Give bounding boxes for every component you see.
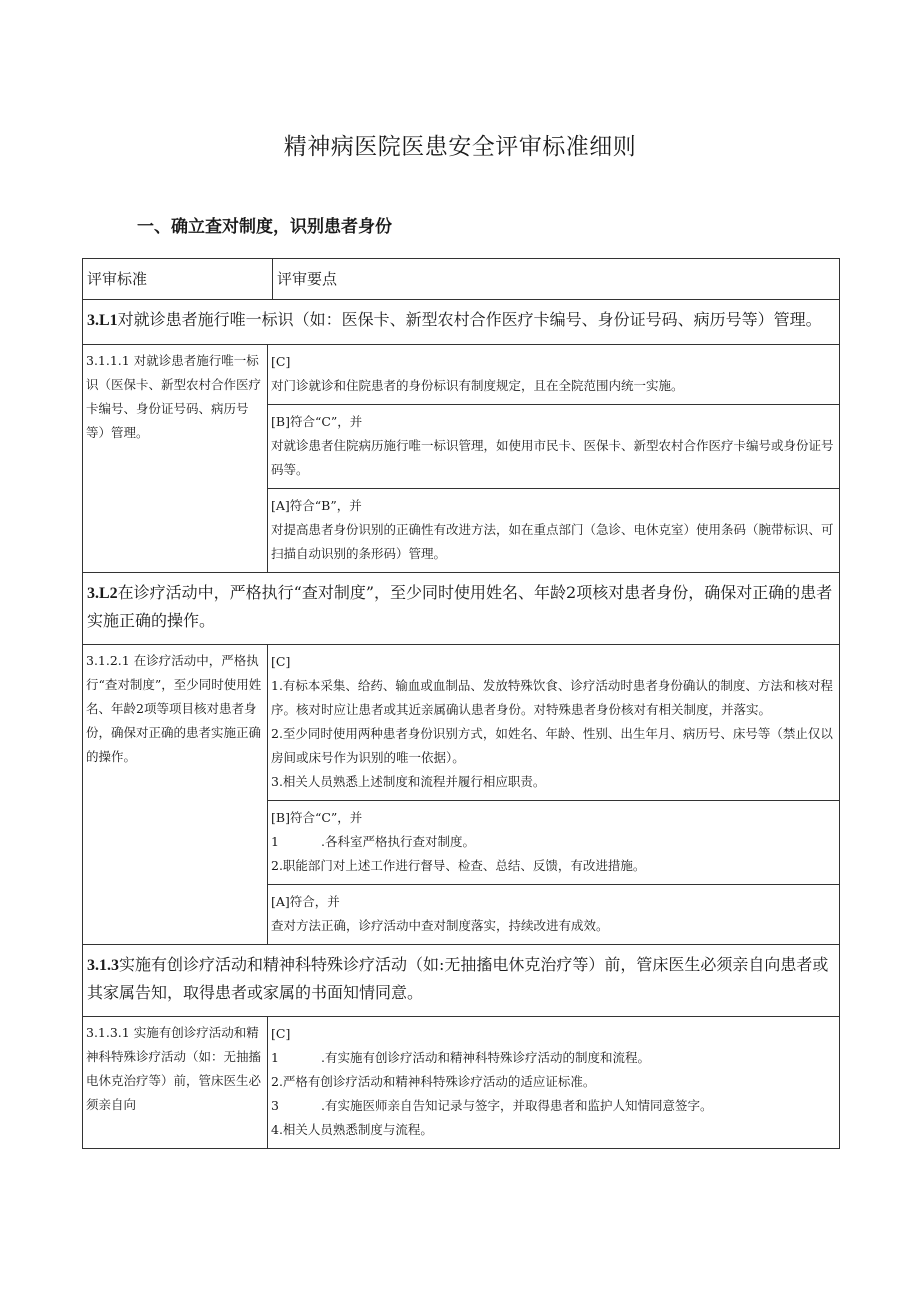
point-a: [A]符合，并 查对方法正确，诊疗活动中查对制度落实，持续改进有成效。 xyxy=(271,894,609,933)
detail-left: 3.1.2.1 在诊疗活动中，严格执行“查对制度”，至少同时使用姓名、年龄2项等项目核对患者身份，确保对正确的患者实施正确的操作。 xyxy=(83,645,268,944)
header-points: 评审要点 xyxy=(277,270,338,288)
point-c: [C] 对门诊就诊和住院患者的身份标识有制度规定，且在全院范围内统一实施。 xyxy=(268,345,839,405)
point-c: [C] 1.有标本采集、给药、输血或血制品、发放特殊饮食、诊疗活动时患者身份确认的制度、方法和核对程序。核对时应让患者或其近亲属确认患者身份。对特殊患者身份核对有相关制度，并落实。 2.至少同时使用两种患者身份识别方式，如姓名、年龄、性别、出生年月、病历号、床号等（禁止仅以房间或床号作为识别的唯一依据）。 3.相关人员熟悉上述制度和流程并履行相应职责。 xyxy=(268,645,839,801)
standard-row xyxy=(83,573,839,645)
detail-right xyxy=(268,345,839,572)
section-heading: 一、确立查对制度，识别患者身份 xyxy=(137,217,392,237)
point-b: [B]符合“C”，并 1 .各科室严格执行查对制度。 2.职能部门对上述工作进行督导、检查、总结、反馈，有改进措施。 xyxy=(268,801,839,885)
detail-right xyxy=(268,1017,839,1148)
standard-detail xyxy=(83,1017,839,1149)
page-title: 精神病医院医患安全评审标准细则 xyxy=(283,134,637,160)
point-a: [A]符合“B”，并 对提高患者身份识别的正确性有改进方法，如在重点部门（急诊、电休克室）使用条码（腕带标识、可扫描自动识别的条形码）管理。 xyxy=(271,498,834,561)
detail-left: 3.1.3.1 实施有创诊疗活动和精神科特殊诊疗活动（如：无抽搐电休克治疗等）前，管床医生必须亲自向 xyxy=(83,1017,268,1148)
point-b: [B]符合“C”，并 对就诊患者住院病历施行唯一标识管理，如使用市民卡、医保卡、新型农村合作医疗卡编号或身份证号码等。 xyxy=(268,405,839,489)
standard-row xyxy=(83,300,839,345)
header-standard: 评审标准 xyxy=(83,259,273,299)
detail-left: 3.1.1.1 对就诊患者施行唯一标识（医保卡、新型农村合作医疗卡编号、身份证号码、病历号等）管理。 xyxy=(83,345,268,572)
standard-text: 3.L2在诊疗活动中，严格执行“查对制度”，至少同时使用姓名、年龄2项核对患者身份，确保对正确的患者实施正确的操作。 xyxy=(87,583,833,630)
standard-detail xyxy=(83,645,839,945)
standard-row xyxy=(83,945,839,1017)
standard-text: 3.L1对就诊患者施行唯一标识（如：医保卡、新型农村合作医疗卡编号、身份证号码、病历号等）管理。 xyxy=(87,310,822,329)
standard-detail xyxy=(83,345,839,573)
standards-table xyxy=(82,258,840,1149)
detail-right xyxy=(268,645,839,944)
standard-text: 3.1.3实施有创诊疗活动和精神科特殊诊疗活动（如:无抽搐电休克治疗等）前，管床医生必须亲自向患者或其家属告知，取得患者或家属的书面知情同意。 xyxy=(87,955,829,1002)
table-header xyxy=(83,259,839,300)
point-c: [C] 1 .有实施有创诊疗活动和精神科特殊诊疗活动的制度和流程。 2.严格有创诊疗活动和精神科特殊诊疗活动的适应证标准。 3 .有实施医师亲自告知记录与签字，并取得患者和监护人知情同意签字。 4.相关人员熟悉制度与流程。 xyxy=(271,1026,713,1137)
